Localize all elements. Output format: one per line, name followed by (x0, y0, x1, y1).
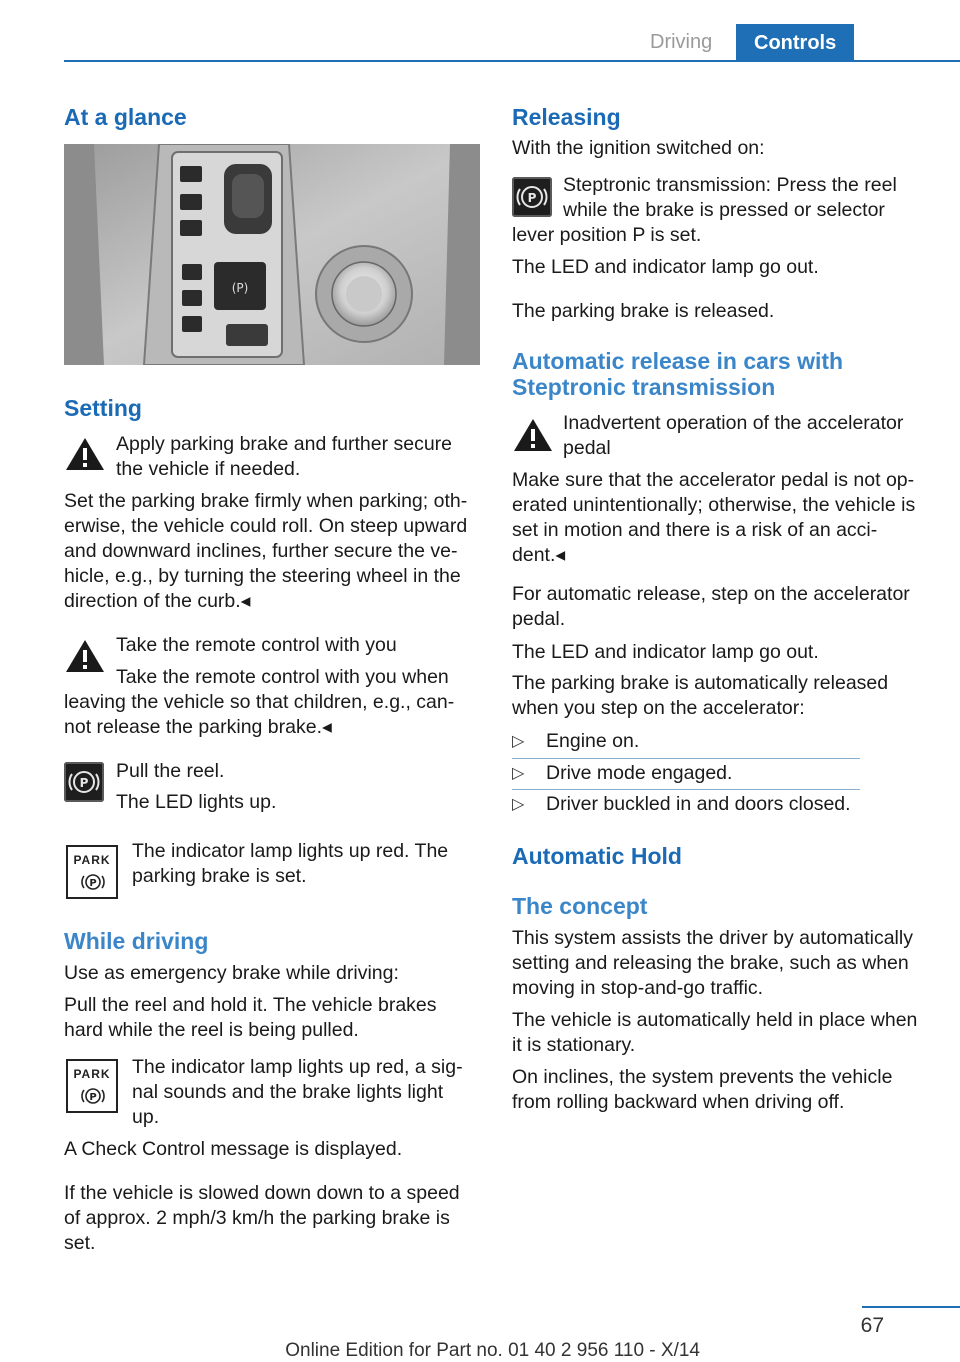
steptronic-text-1: Steptronic transmission: Press the reel while the brake is pressed or selector (563, 174, 897, 221)
auto-released-text: The parking brake is automatically released when you step on the accelerator: (512, 672, 889, 719)
released-text: The parking brake is released. (512, 300, 775, 322)
parking-brake-switch-icon (64, 762, 104, 802)
svg-text:P: P (527, 191, 537, 205)
while-driving-heading: While driving (64, 928, 209, 954)
concept-p3: On inclines, the system prevents the vehicle from rolling backward when driving off. (512, 1066, 893, 1113)
park2-text: The indicator lamp lights up red, a sig- nal sounds and the brake lights light up. (132, 1056, 463, 1128)
at-a-glance-heading: At a glance (64, 104, 187, 130)
warning3-body: Make sure that the accelerator pedal is not op- erated unintentionally; otherwise, the vehicle is set in motion and there is a risk of an acci- dent.◂ (512, 469, 916, 566)
svg-text:P: P (89, 878, 97, 889)
check-control-text: A Check Control message is displayed. (64, 1138, 403, 1160)
warning2-body-first: Take the remote control with you when (116, 666, 449, 688)
svg-text:P: P (89, 1092, 97, 1103)
steptronic-text-2: lever position P is set. (512, 224, 702, 246)
auto-release-heading: Automatic release in cars with Steptronic transmission (512, 348, 844, 400)
emergency-use-text: Use as emergency brake while driving: (64, 962, 399, 984)
page-number: 67 (860, 1314, 884, 1337)
park-indicator-icon: PARK P (66, 845, 118, 899)
park-indicator-icon: PARK P (66, 1059, 118, 1113)
footer-rule (862, 1306, 960, 1308)
warning-triangle-icon (512, 417, 554, 453)
led-out-text: The LED and indicator lamp go out. (512, 256, 819, 278)
warning-triangle-icon (64, 436, 106, 472)
warning1-title: Apply parking brake and further secure the vehicle if needed. (116, 433, 453, 480)
header-section: Driving (650, 31, 713, 53)
releasing-heading: Releasing (512, 104, 621, 130)
header-rule (64, 60, 960, 62)
concept-heading: The concept (512, 893, 648, 919)
parking-brake-switch-icon (512, 177, 552, 217)
warning2-body: leaving the vehicle so that children, e.g., can- not release the parking brake.◂ (64, 691, 455, 738)
list-divider (512, 758, 860, 759)
setting-heading: Setting (64, 395, 142, 421)
list-divider (512, 789, 860, 790)
pull-reel-text: Pull the reel. (116, 760, 225, 782)
warning-triangle-icon (64, 638, 106, 674)
footer-edition: Online Edition for Part no. 01 40 2 956 110 - X/14 (285, 1340, 700, 1361)
auto-release-step-text: For automatic release, step on the accelerator pedal. (512, 583, 910, 630)
svg-text:P: P (79, 776, 89, 790)
pull-hold-text: Pull the reel and hold it. The vehicle brakes hard while the reel is being pulled. (64, 994, 437, 1041)
triangle-bullet-icon: ▷ (512, 765, 525, 782)
parking-brake-photo (64, 144, 480, 365)
park-lamp-text: The indicator lamp lights up red. The parking brake is set. (132, 840, 449, 887)
warning3-title: Inadvertent operation of the accelerator pedal (563, 412, 904, 459)
slowed-down-text: If the vehicle is slowed down down to a speed of approx. 2 mph/3 km/h the parking brake is set. (64, 1182, 460, 1254)
triangle-bullet-icon: ▷ (512, 733, 525, 750)
warning2-title: Take the remote control with you (116, 634, 397, 656)
led-lights-text: The LED lights up. (116, 791, 277, 813)
led-out-text-2: The LED and indicator lamp go out. (512, 641, 819, 663)
concept-p2: The vehicle is automatically held in place when it is stationary. (512, 1009, 918, 1056)
warning1-body: Set the parking brake firmly when parking; oth- erwise, the vehicle could roll. On steep upward and downward inclines, further secure the ve- hicle, e.g., by turning the steering wheel in the direction of the curb.◂ (64, 490, 468, 612)
ignition-on-text: With the ignition switched on: (512, 137, 765, 159)
concept-p1: This system assists the driver by automatically setting and releasing the brake, such as when moving in stop-and-go traffic. (512, 927, 913, 999)
triangle-bullet-icon: ▷ (512, 796, 525, 813)
svg-text:(P): (P) (231, 281, 249, 295)
header-chapter: Controls (736, 24, 854, 62)
automatic-hold-heading: Automatic Hold (512, 843, 682, 869)
